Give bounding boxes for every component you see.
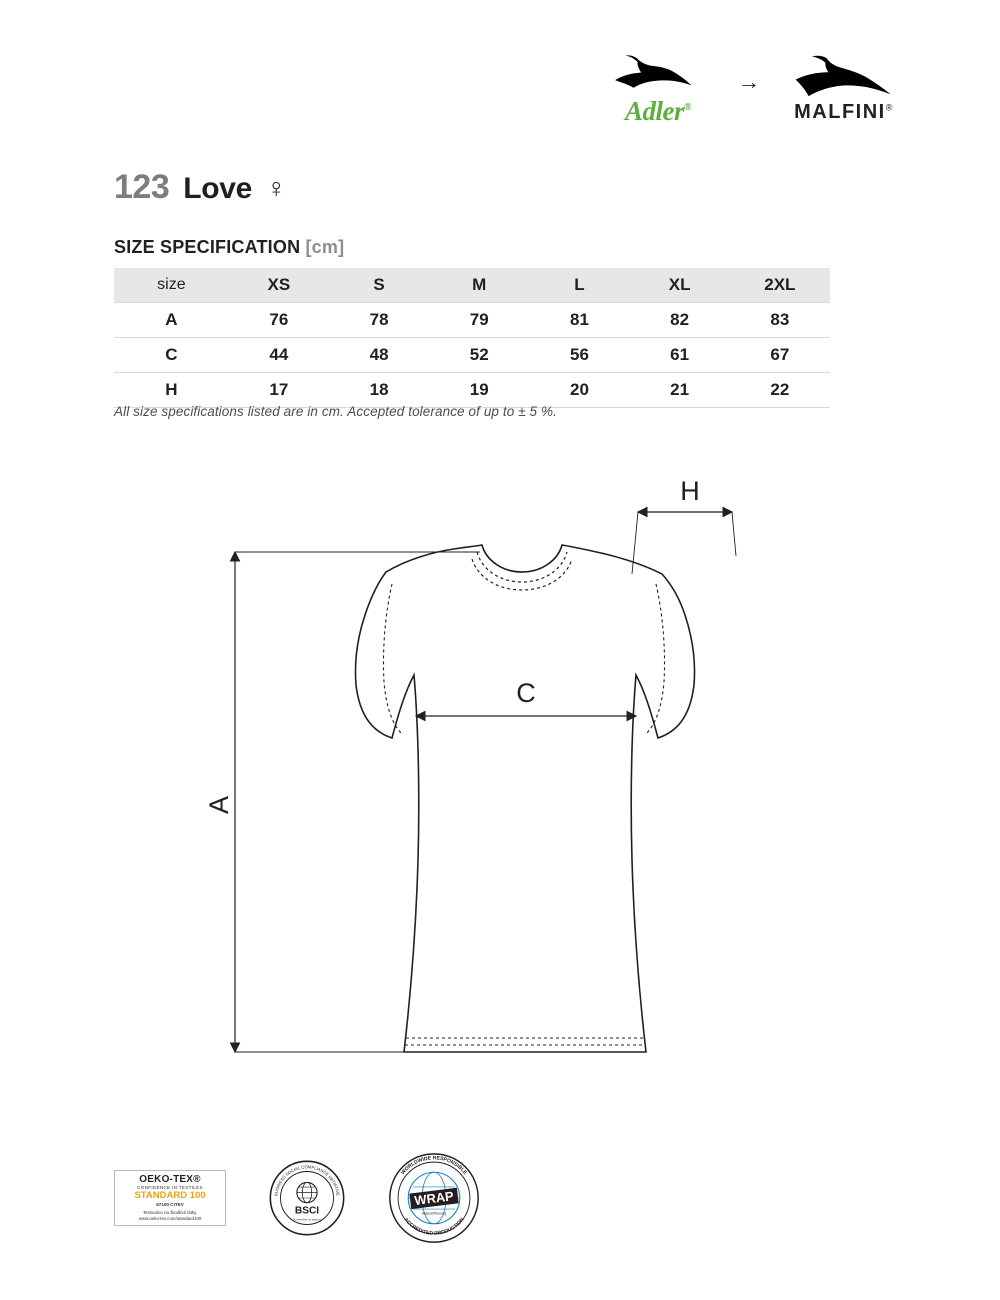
row-label-a: A: [165, 310, 178, 329]
certification-logos: [114, 1152, 480, 1244]
oeko-tex-subtitle: CONFIDENCE IN TEXTILES: [137, 1185, 203, 1191]
cell-c-xl: 61: [670, 345, 690, 364]
adler-logo: [598, 52, 718, 125]
garment-outline: [355, 545, 694, 1052]
table-row: [114, 338, 830, 373]
oeko-tex-standard: STANDARD 100: [134, 1190, 206, 1202]
oeko-tex-title: OEKO-TEX®: [139, 1174, 201, 1186]
malfini-logo: [780, 55, 908, 122]
column-header-m: M: [472, 275, 487, 294]
dimension-h-line: [632, 512, 736, 574]
cell-h-xl: 21: [670, 380, 690, 399]
bsci-ring-top-text: BUSINESS SOCIAL COMPLIANCE INITIATIVE: [273, 1164, 341, 1197]
product-name: Love: [183, 172, 253, 205]
dimension-a-label: A: [204, 795, 234, 815]
gender-female-icon: ♀: [266, 173, 287, 203]
table-header-row: [114, 268, 830, 303]
oeko-tex-number: 67100 CITEV: [156, 1202, 184, 1208]
wrap-ring-top-text: WORLDWIDE RESPONSIBLE: [400, 1155, 468, 1176]
table-row: [114, 373, 830, 408]
garment-technical-drawing: [180, 460, 960, 1100]
column-header-l: L: [574, 275, 585, 294]
cell-h-l: 20: [569, 380, 589, 399]
cell-h-m: 19: [469, 380, 489, 399]
garment-drawing-svg: [180, 460, 960, 1100]
cell-a-m: 79: [469, 310, 489, 329]
tolerance-note: All size specifications listed are in cm. Accepted tolerance of up to ± 5 %.: [114, 404, 557, 419]
adler-bird-icon: [612, 52, 704, 96]
oeko-tex-certification-logo: [114, 1170, 226, 1226]
cell-a-xl: 82: [670, 310, 690, 329]
wrap-sub-label: wrapcertified.org: [421, 1211, 447, 1216]
size-specification-table: [114, 268, 830, 408]
column-header-2xl: 2XL: [764, 275, 796, 294]
wrap-label: WRAP: [413, 1188, 455, 1208]
cell-h-2xl: 22: [770, 380, 790, 399]
brand-header: [598, 52, 908, 125]
bsci-member-label: A member of amfori: [293, 1217, 321, 1222]
size-specification-heading: SIZE SPECIFICATION [cm]: [114, 237, 345, 257]
size-unit-label: [cm]: [305, 237, 345, 257]
cell-h-xs: 17: [269, 380, 289, 399]
bsci-certification-logo: [268, 1159, 346, 1237]
cell-c-xs: 44: [269, 345, 289, 364]
cell-a-s: 78: [369, 310, 389, 329]
dimension-c-label: C: [516, 678, 536, 708]
cell-a-l: 81: [569, 310, 589, 329]
cell-a-xs: 76: [269, 310, 289, 329]
cell-c-s: 48: [369, 345, 389, 364]
table-corner-label: size: [157, 276, 186, 293]
brand-transition-arrow-icon: →: [738, 68, 760, 94]
adler-wordmark: Adler®: [625, 96, 691, 126]
cell-a-2xl: 83: [770, 310, 790, 329]
table-row: [114, 303, 830, 338]
cell-h-s: 18: [369, 380, 389, 399]
product-code: 123: [114, 168, 170, 206]
malfini-wordmark: MALFINI®: [794, 101, 894, 123]
bsci-label: BSCI: [294, 1205, 320, 1217]
column-header-s: S: [373, 275, 385, 294]
cell-c-2xl: 67: [770, 345, 790, 364]
cell-c-l: 56: [569, 345, 589, 364]
dimension-h-label: H: [680, 476, 700, 506]
page-title: [114, 168, 286, 207]
wrap-certification-logo: [388, 1152, 480, 1244]
wrap-ring-bottom-text: ACCREDITED PRODUCTION: [402, 1216, 466, 1237]
oeko-tex-note: Testováno na škodlivé látky. www.oeko-tex.com/standard100: [138, 1210, 202, 1221]
row-label-c: C: [165, 345, 178, 364]
row-label-h: H: [165, 380, 178, 399]
cell-c-m: 52: [469, 345, 489, 364]
column-header-xl: XL: [668, 275, 691, 294]
column-header-xs: XS: [267, 275, 291, 294]
malfini-bird-icon: [790, 55, 898, 101]
